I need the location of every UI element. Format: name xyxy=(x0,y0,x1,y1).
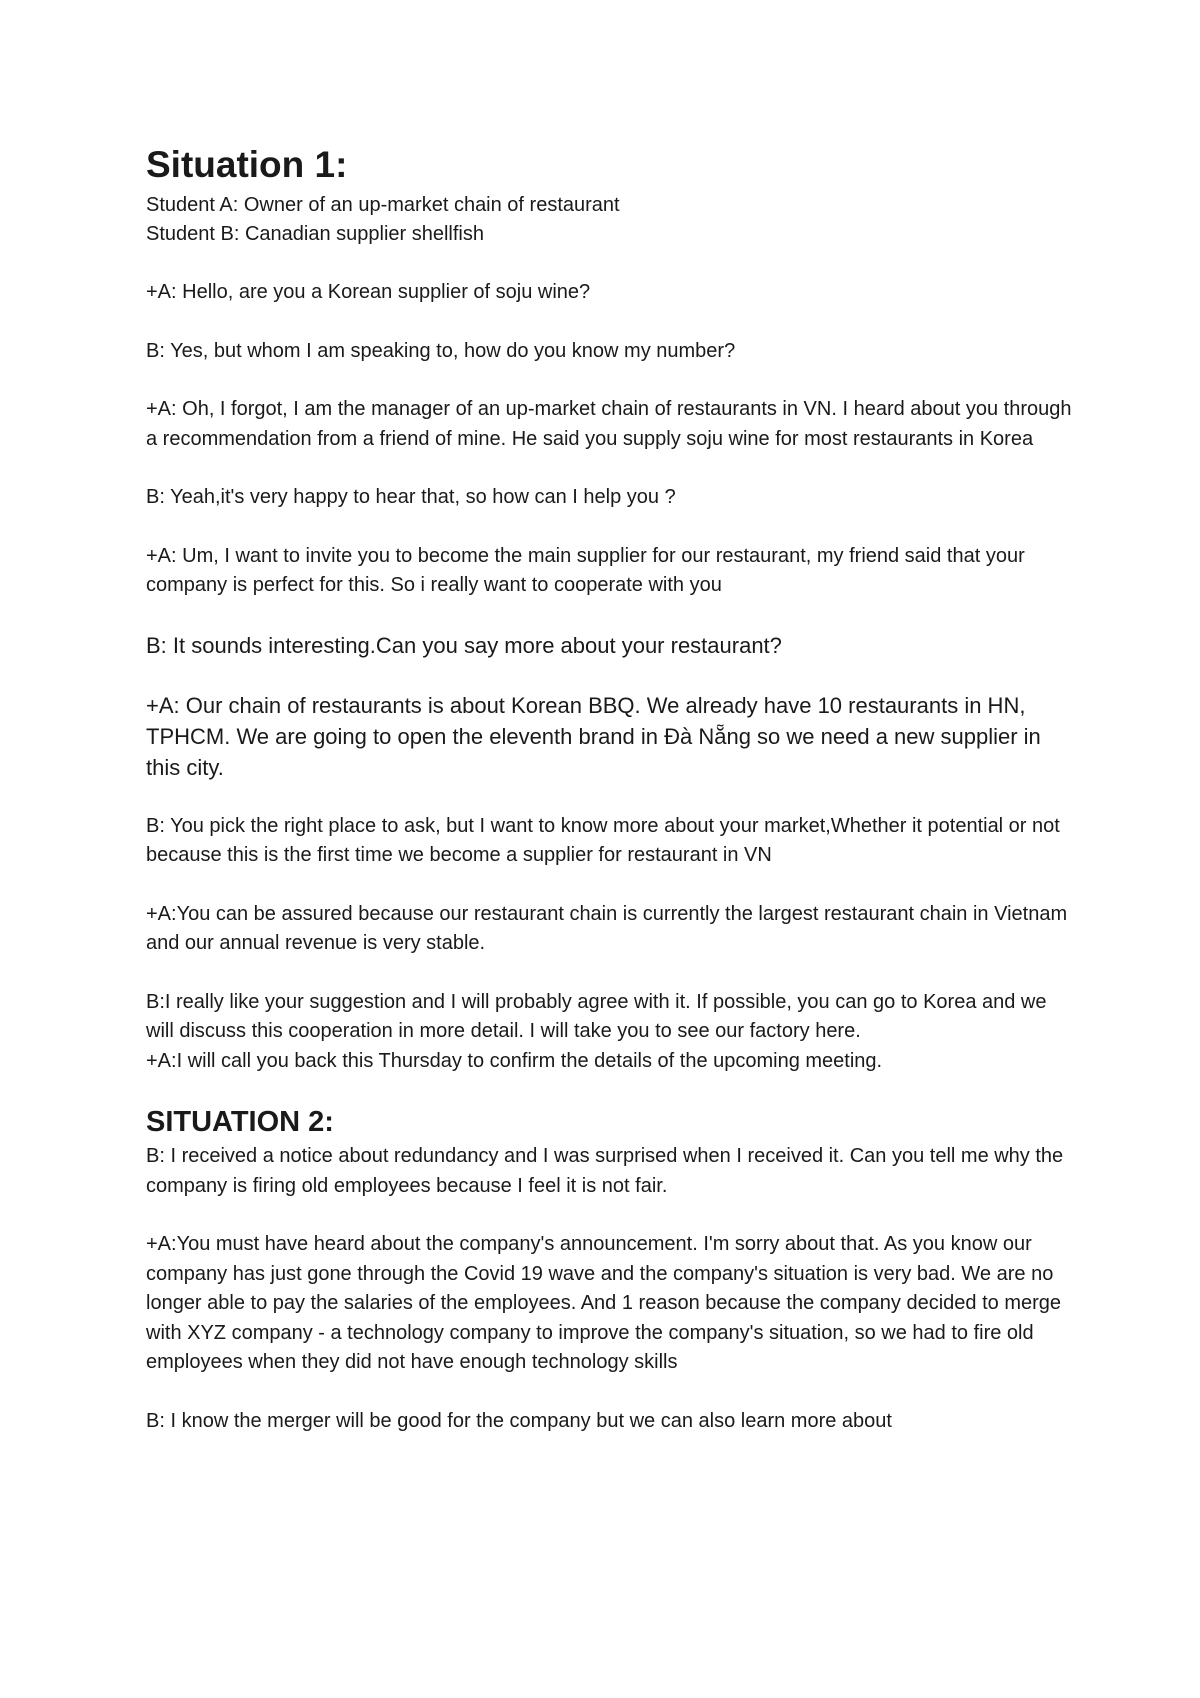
dialogue-line: B: Yeah,it's very happy to hear that, so how can I help you ? xyxy=(146,486,676,509)
dialogue-line: B: I know the merger will be good for the company but we can also learn more about xyxy=(146,1409,892,1432)
role-student-a: Student A: Owner of an up-market chain of restaurant xyxy=(146,194,620,217)
dialogue-line: +A: Hello, are you a Korean supplier of soju wine? xyxy=(146,281,591,304)
dialogue-line: +A: Our chain of restaurants is about Korean BBQ. We already have 10 restaurants in HN, TPHCM. We are going to open the eleventh brand in Đà Nẵng so we need a new supplier in this city. xyxy=(146,692,1041,780)
dialogue-line: B:I really like your suggestion and I will probably agree with it. If possible, you can go to Korea and we will discuss this cooperation in more detail. I will take you to see our factory here. xyxy=(146,990,1047,1043)
role-student-b: Student B: Canadian supplier shellfish xyxy=(146,223,484,246)
situation-1-heading: Situation 1: xyxy=(146,144,348,185)
dialogue-line: +A: Oh, I forgot, I am the manager of an up-market chain of restaurants in VN. I heard about you through a recommendation from a friend of mine. He said you supply soju wine for most restaurants in Korea xyxy=(146,398,1072,450)
dialogue-line: B: I received a notice about redundancy and I was surprised when I received it. Can you tell me why the company is firing old employees because I feel it is not fair. xyxy=(146,1145,1064,1197)
dialogue-line: +A:You must have heard about the company's announcement. I'm sorry about that. As you know our company has just gone through the Covid 19 wave and the company's situation is very bad. We are no longer able to pay the salaries of the employees. And 1 reason because the company decided to merge with XYZ company - a technology company to improve the company's situation, so we had to fire old employees when they did not have enough technology skills xyxy=(146,1233,1062,1374)
dialogue-line: +A: Um, I want to invite you to become the main supplier for our restaurant, my friend said that your company is perfect for this. So i really want to cooperate with you xyxy=(146,544,1025,597)
dialogue-line: +A:You can be assured because our restaurant chain is currently the largest restaurant chain in Vietnam and our annual revenue is very stable. xyxy=(146,902,1068,955)
dialogue-line: B: You pick the right place to ask, but I want to know more about your market,Whether it potential or not because this is the first time we become a supplier for restaurant in VN xyxy=(146,814,1060,867)
dialogue-line: B: Yes, but whom I am speaking to, how do you know my number? xyxy=(146,339,736,362)
dialogue-line: +A:I will call you back this Thursday to confirm the details of the upcoming meeting. xyxy=(146,1049,883,1072)
document-content xyxy=(146,143,1076,1436)
dialogue-line: B: It sounds interesting.Can you say more about your restaurant? xyxy=(146,632,782,658)
situation-2-heading: SITUATION 2: xyxy=(146,1106,334,1139)
